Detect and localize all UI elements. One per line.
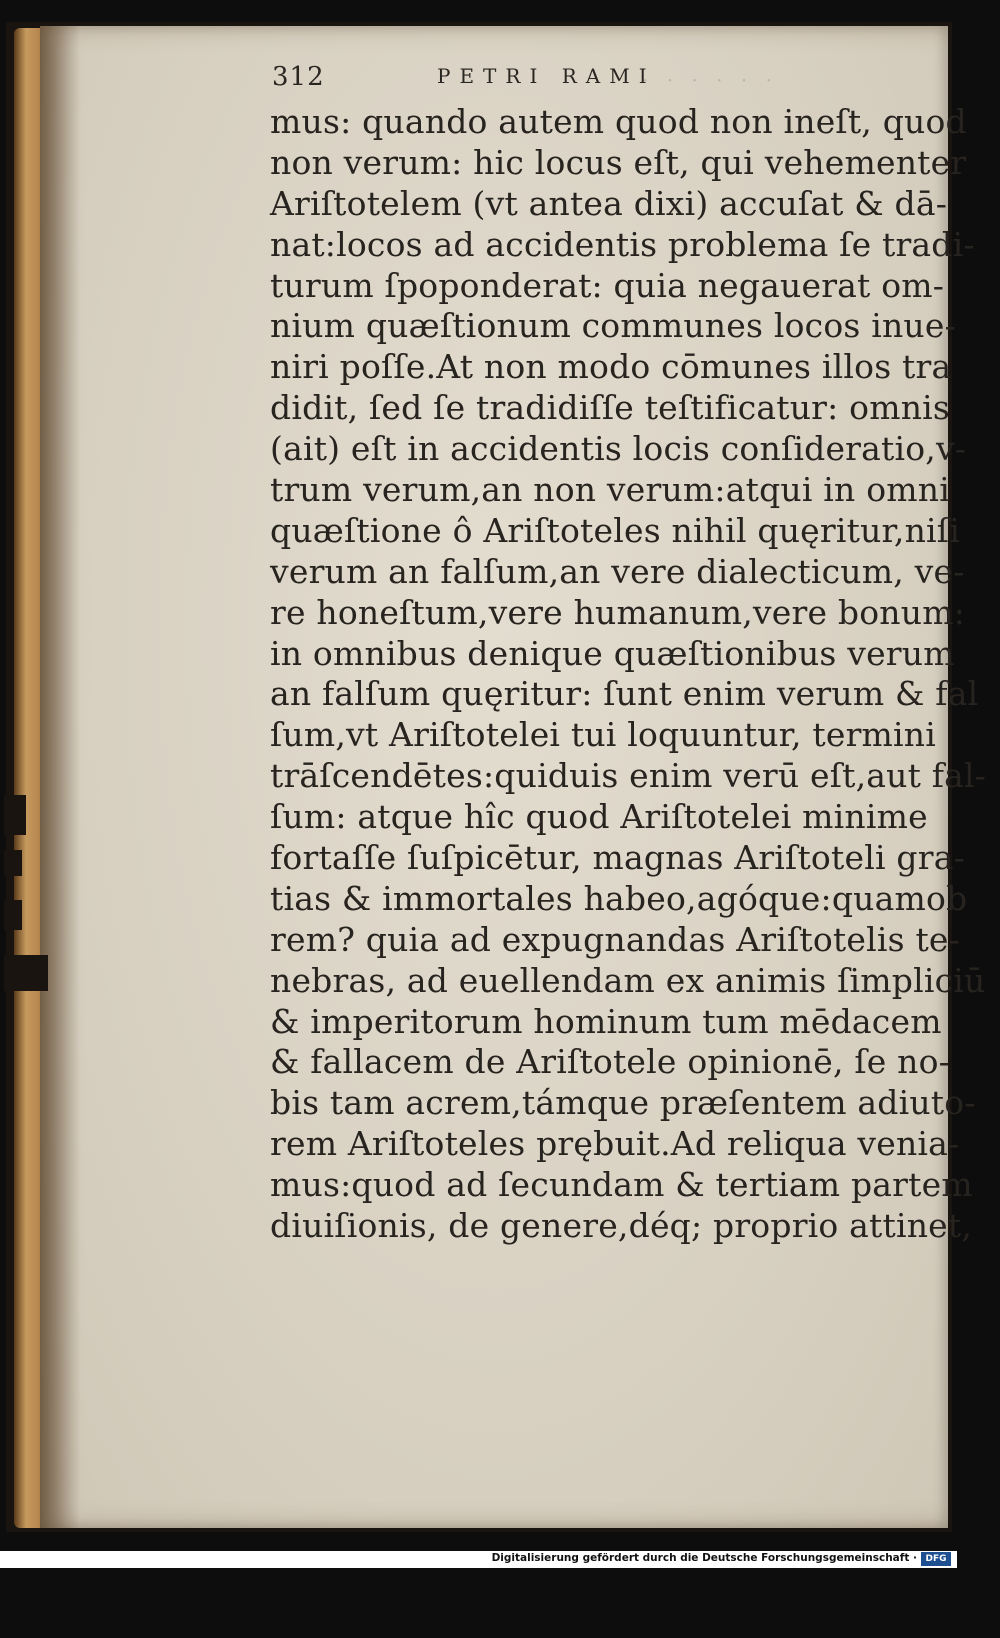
dfg-logo-icon[interactable]: DFG: [921, 1552, 951, 1566]
show-through-text: · · · · · ·: [642, 68, 778, 92]
text-line: niri poſſe.At non modo cōmunes illos tra: [270, 347, 952, 387]
body-text: [270, 102, 987, 1247]
edge-marker: [4, 795, 26, 835]
text-line: an falſum quęritur: ſunt enim verum & fal: [270, 674, 979, 714]
funding-credit: Digitalisierung gefördert durch die Deutsche Forschungsgemeinschaft ·: [491, 1552, 917, 1564]
text-line: tias & immortales habeo,agóque:quamob: [270, 878, 968, 918]
text-line: didit, ſed ſe tradidiſſe teſtificatur: omnis: [270, 388, 951, 428]
text-line: Ariſtotelem (vt antea dixi) accuſat & dā-: [270, 183, 948, 223]
text-line: in omnibus denique quæſtionibus verum: [270, 633, 955, 673]
edge-marker: [4, 900, 22, 930]
footer-bar: [0, 1551, 957, 1568]
text-line: ſum,vt Ariſtotelei tui loquuntur, termini: [270, 715, 936, 755]
text-line: nebras, ad euellendam ex animis ſimpliciū: [270, 960, 986, 1000]
page-number: 312: [272, 62, 325, 92]
text-line: non verum: hic locus eſt, qui vehementer: [270, 142, 967, 182]
edge-marker: [4, 955, 48, 991]
text-line: quæſtione ô Ariſtoteles nihil quęritur,niſi: [270, 510, 960, 550]
text-line: fortaſſe ſuſpicētur, magnas Ariſtoteli gra-: [270, 838, 965, 878]
running-title: PETRI RAMI: [437, 64, 656, 88]
gutter-shadow: [40, 26, 80, 1528]
text-line: ſum: atque hîc quod Ariſtotelei minime: [270, 797, 928, 837]
text-line: bis tam acrem,támque præſentem adiuto-: [270, 1083, 976, 1123]
text-line: re honeſtum,vere humanum,vere bonum:: [270, 592, 966, 632]
text-line: mus: quando autem quod non ineſt, quod: [270, 102, 967, 141]
text-line: rem Ariſtoteles prębuit.Ad reliqua venia-: [270, 1124, 960, 1164]
text-line: & fallacem de Ariſtotele opinionē, ſe no-: [270, 1042, 951, 1082]
text-line: nat:locos ad accidentis problema ſe tradi-: [270, 224, 975, 264]
edge-marker: [4, 850, 22, 876]
text-line: nium quæſtionum communes locos inue-: [270, 306, 956, 346]
text-line: mus:quod ad ſecundam & tertiam partem: [270, 1165, 973, 1205]
text-line: diuiſionis, de genere,déq; proprio attinet,: [270, 1206, 973, 1246]
running-head: [272, 62, 912, 98]
text-line: (ait) eſt in accidentis locis conſideratio,v-: [270, 429, 967, 469]
text-line: & imperitorum hominum tum mēdacem: [270, 1001, 942, 1041]
text-line: rem? quia ad expugnandas Ariſtotelis te-: [270, 919, 960, 959]
text-line: turum ſpoponderat: quia negauerat om-: [270, 265, 945, 305]
text-line: trum verum,an non verum:atqui in omni: [270, 470, 950, 510]
text-line: verum an falſum,an vere dialecticum, ve-: [270, 551, 965, 591]
text-line: trāſcendētes:quiduis enim verū eſt,aut fal-: [270, 756, 987, 796]
